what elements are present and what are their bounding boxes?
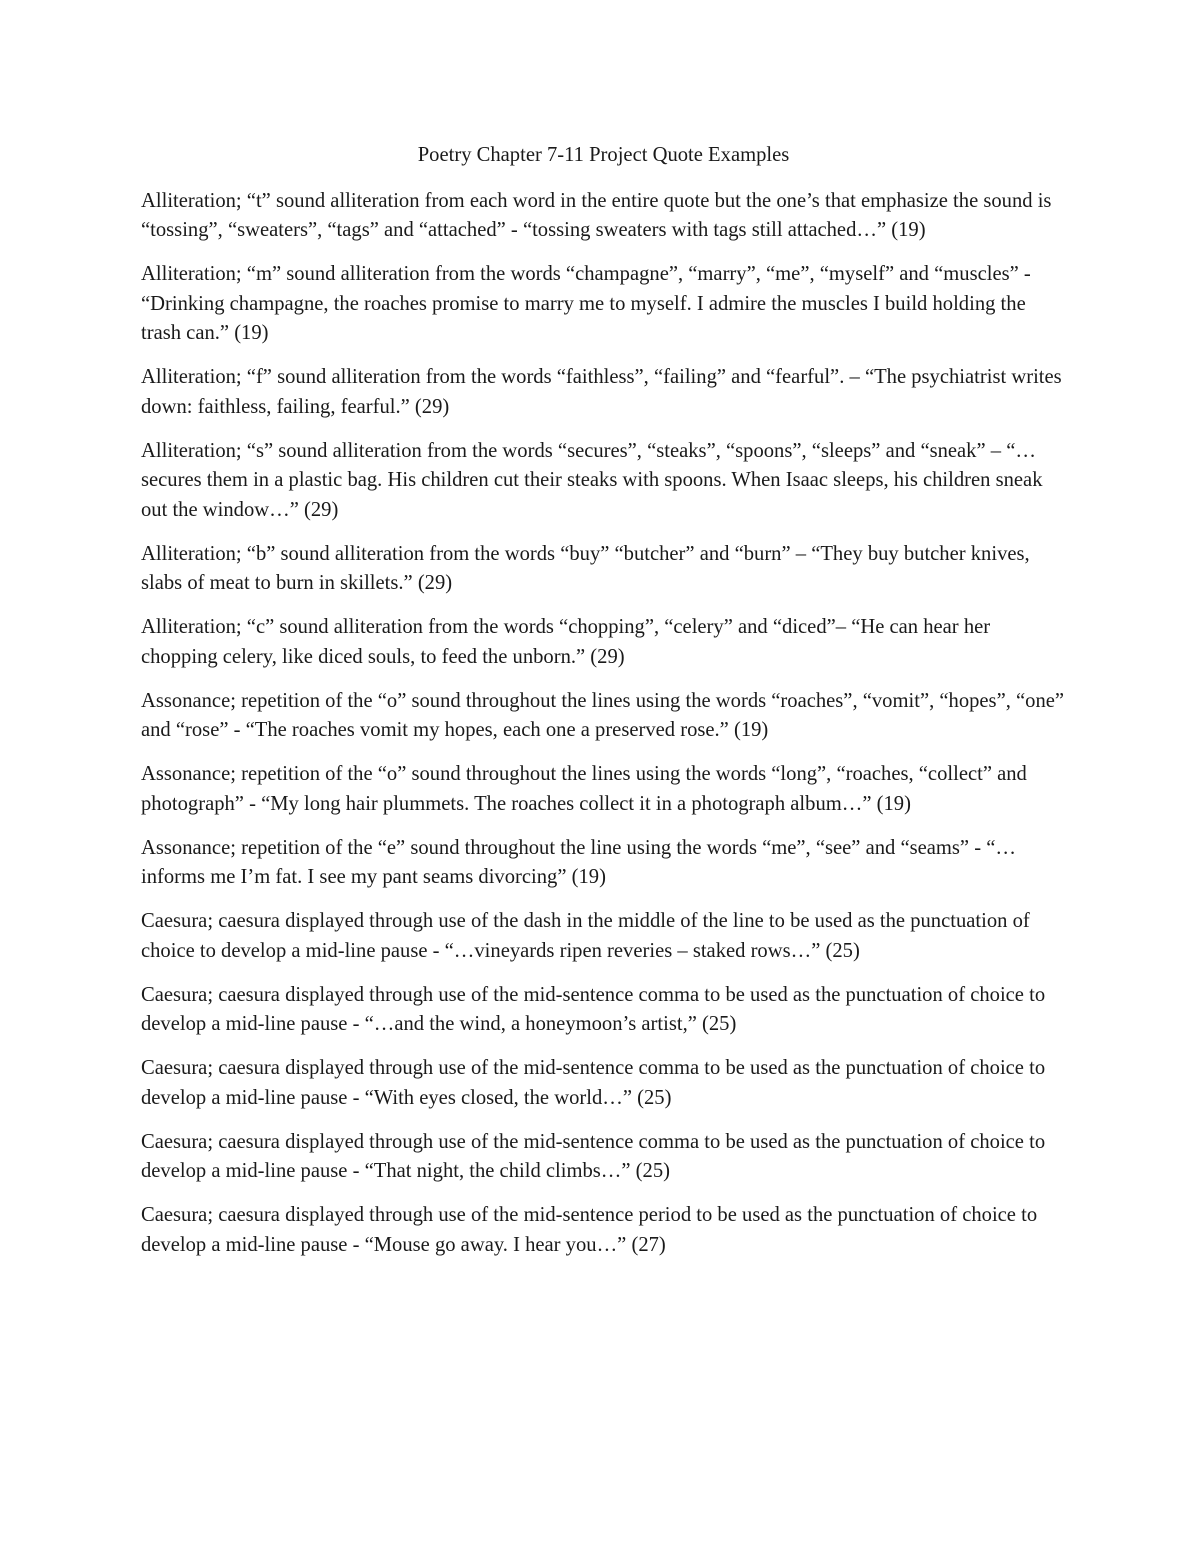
quote-example-paragraph: Caesura; caesura displayed through use of the mid-sentence period to be used as the punctuation of choice to develop a mid-line pause - “Mouse go away. I hear you…” (27): [141, 1204, 1038, 1256]
quote-example-paragraph: Assonance; repetition of the “e” sound throughout the line using the words “me”, “see” and “seams” - “…informs me I’m fat. I see my pant seams divorcing” (19): [141, 836, 1016, 888]
quote-example-paragraph: Alliteration; “c” sound alliteration from the words “chopping”, “celery” and “diced”– “He can hear her chopping celery, like diced souls, to feed the unborn.” (29): [141, 616, 991, 668]
document-body: [141, 141, 1066, 1275]
quote-example-paragraph: Caesura; caesura displayed through use of the mid-sentence comma to be used as the punctuation of choice to develop a mid-line pause - “With eyes closed, the world…” (25): [141, 1057, 1046, 1109]
quote-example-paragraph: Caesura; caesura displayed through use of the mid-sentence comma to be used as the punctuation of choice to develop a mid-line pause - “…and the wind, a honeymoon’s artist,” (25): [141, 983, 1046, 1035]
quote-example-paragraph: Alliteration; “s” sound alliteration from the words “secures”, “steaks”, “spoons”, “sleeps” and “sneak” – “…secures them in a plastic bag. His children cut their steaks with spoons. When Isaac sleeps, his children sneak out the window…” (29): [141, 439, 1043, 521]
quote-example-paragraph: Alliteration; “t” sound alliteration from each word in the entire quote but the one’s that emphasize the sound is “tossing”, “sweaters”, “tags” and “attached” - “tossing sweaters with tags still attached…” (19): [141, 189, 1052, 241]
quote-example-paragraph: Caesura; caesura displayed through use of the mid-sentence comma to be used as the punctuation of choice to develop a mid-line pause - “That night, the child climbs…” (25): [141, 1130, 1046, 1182]
quote-example-paragraph: Alliteration; “m” sound alliteration from the words “champagne”, “marry”, “me”, “myself” and “muscles” - “Drinking champagne, the roaches promise to marry me to myself. I admire the muscles I build holding the trash can.” (19): [141, 263, 1031, 344]
quote-example-paragraph: Alliteration; “b” sound alliteration from the words “buy” “butcher” and “burn” – “They buy butcher knives, slabs of meat to burn in skillets.” (29): [141, 542, 1030, 594]
document-title: Poetry Chapter 7-11 Project Quote Examples: [417, 144, 790, 166]
quote-example-paragraph: Assonance; repetition of the “o” sound throughout the lines using the words “long”, “roaches, “collect” and photograph” - “My long hair plummets. The roaches collect it in a photograph album…” (19): [141, 763, 1027, 815]
quote-example-paragraph: Assonance; repetition of the “o” sound throughout the lines using the words “roaches”, “vomit”, “hopes”, “one” and “rose” - “The roaches vomit my hopes, each one a preserved rose.” (19): [141, 689, 1065, 741]
quote-example-paragraph: Alliteration; “f” sound alliteration from the words “faithless”, “failing” and “fearful”. – “The psychiatrist writes down: faithless, failing, fearful.” (29): [141, 366, 1062, 418]
quote-example-paragraph: Caesura; caesura displayed through use of the dash in the middle of the line to be used as the punctuation of choice to develop a mid-line pause - “…vineyards ripen reveries – staked rows…” (25): [141, 910, 1030, 962]
